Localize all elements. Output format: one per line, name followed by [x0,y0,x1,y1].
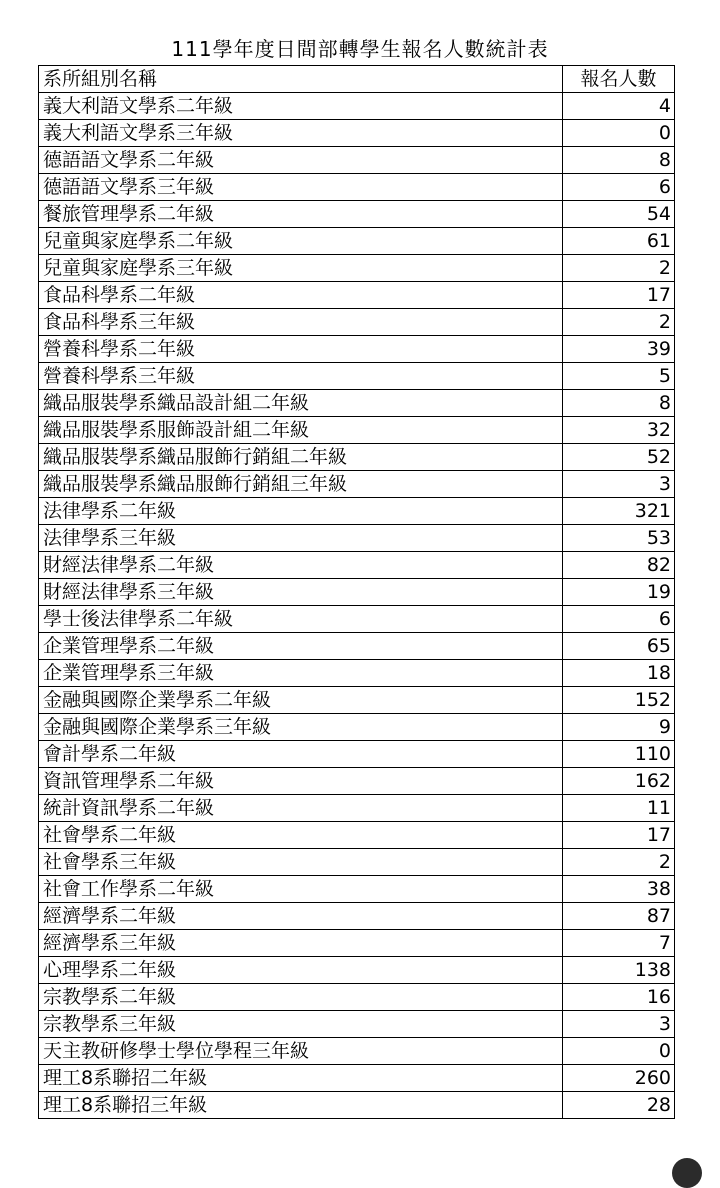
table-row [39,228,675,255]
applicant-count-cell: 19 [563,579,675,606]
applicant-count-cell: 6 [563,606,675,633]
department-name-cell: 資訊管理學系二年級 [39,768,563,795]
applicant-count-cell: 152 [563,687,675,714]
department-name-cell: 金融與國際企業學系二年級 [39,687,563,714]
department-name-cell: 社會學系二年級 [39,822,563,849]
table-row [39,903,675,930]
table-row [39,768,675,795]
table-row [39,498,675,525]
table-row [39,579,675,606]
department-name-cell: 義大利語文學系二年級 [39,93,563,120]
table-row [39,174,675,201]
applicant-count-cell: 38 [563,876,675,903]
applicant-count-cell: 4 [563,93,675,120]
table-row [39,1011,675,1038]
department-name-cell: 法律學系二年級 [39,498,563,525]
applicant-count-cell: 0 [563,120,675,147]
department-name-cell: 德語語文學系三年級 [39,174,563,201]
table-row [39,822,675,849]
table-row [39,714,675,741]
applicant-count-cell: 6 [563,174,675,201]
applicant-count-cell: 32 [563,417,675,444]
table-row [39,876,675,903]
applicant-count-cell: 260 [563,1065,675,1092]
department-name-cell: 法律學系三年級 [39,525,563,552]
applicant-count-cell: 3 [563,1011,675,1038]
table-row [39,390,675,417]
table-row [39,795,675,822]
applicant-count-cell: 17 [563,822,675,849]
applicant-count-cell: 9 [563,714,675,741]
applicant-count-cell: 39 [563,336,675,363]
department-name-cell: 統計資訊學系二年級 [39,795,563,822]
applicant-count-cell: 82 [563,552,675,579]
table-row [39,552,675,579]
department-name-cell: 營養科學系二年級 [39,336,563,363]
applicant-count-cell: 65 [563,633,675,660]
department-name-cell: 社會工作學系二年級 [39,876,563,903]
applicant-count-cell: 5 [563,363,675,390]
department-name-cell: 企業管理學系二年級 [39,633,563,660]
applicant-count-cell: 18 [563,660,675,687]
table-row [39,201,675,228]
department-name-cell: 心理學系二年級 [39,957,563,984]
applicant-count-cell: 54 [563,201,675,228]
table-body [39,93,675,1119]
applicant-count-cell: 53 [563,525,675,552]
applicant-count-cell: 16 [563,984,675,1011]
applicant-count-cell: 0 [563,1038,675,1065]
applicant-count-cell: 61 [563,228,675,255]
applicant-count-cell: 3 [563,471,675,498]
circle-button-icon[interactable] [672,1158,702,1188]
department-name-cell: 金融與國際企業學系三年級 [39,714,563,741]
applicant-count-cell: 17 [563,282,675,309]
applicant-count-cell: 7 [563,930,675,957]
table-row [39,687,675,714]
table-row [39,606,675,633]
table-row [39,849,675,876]
department-name-cell: 織品服裝學系織品服飾行銷組二年級 [39,444,563,471]
applicant-count-cell: 11 [563,795,675,822]
table-row [39,930,675,957]
enrollment-stats-table [38,65,675,1119]
department-name-cell: 企業管理學系三年級 [39,660,563,687]
department-name-cell: 食品科學系三年級 [39,309,563,336]
table-header-row [39,66,675,93]
applicant-count-cell: 8 [563,390,675,417]
department-name-cell: 經濟學系三年級 [39,930,563,957]
department-name-cell: 織品服裝學系服飾設計組二年級 [39,417,563,444]
department-name-cell: 兒童與家庭學系三年級 [39,255,563,282]
department-name-cell: 營養科學系三年級 [39,363,563,390]
table-row [39,741,675,768]
applicant-count-cell: 28 [563,1092,675,1119]
department-name-cell: 宗教學系三年級 [39,1011,563,1038]
table-row [39,1038,675,1065]
applicant-count-cell: 52 [563,444,675,471]
table-row [39,1092,675,1119]
applicant-count-cell: 2 [563,849,675,876]
department-name-cell: 織品服裝學系織品設計組二年級 [39,390,563,417]
table-row [39,120,675,147]
department-name-cell: 財經法律學系二年級 [39,552,563,579]
table-row [39,282,675,309]
applicant-count-cell: 2 [563,255,675,282]
applicant-count-cell: 321 [563,498,675,525]
table-row [39,525,675,552]
department-name-cell: 學士後法律學系二年級 [39,606,563,633]
table-row [39,417,675,444]
department-name-cell: 社會學系三年級 [39,849,563,876]
department-name-cell: 宗教學系二年級 [39,984,563,1011]
table-row [39,957,675,984]
table-row [39,633,675,660]
department-name-cell: 理工8系聯招三年級 [39,1092,563,1119]
applicant-count-cell: 87 [563,903,675,930]
table-row [39,363,675,390]
applicant-count-cell: 8 [563,147,675,174]
department-name-cell: 義大利語文學系三年級 [39,120,563,147]
table-row [39,255,675,282]
applicant-count-cell: 2 [563,309,675,336]
department-name-cell: 會計學系二年級 [39,741,563,768]
column-header-count: 報名人數 [563,66,675,93]
applicant-count-cell: 110 [563,741,675,768]
applicant-count-cell: 138 [563,957,675,984]
applicant-count-cell: 162 [563,768,675,795]
table-row [39,147,675,174]
department-name-cell: 餐旅管理學系二年級 [39,201,563,228]
table-row [39,471,675,498]
department-name-cell: 織品服裝學系織品服飾行銷組三年級 [39,471,563,498]
table-row [39,336,675,363]
table-row [39,984,675,1011]
department-name-cell: 兒童與家庭學系二年級 [39,228,563,255]
table-row [39,309,675,336]
department-name-cell: 理工8系聯招二年級 [39,1065,563,1092]
table-row [39,660,675,687]
table-row [39,1065,675,1092]
department-name-cell: 財經法律學系三年級 [39,579,563,606]
department-name-cell: 食品科學系二年級 [39,282,563,309]
page-title: 111學年度日間部轉學生報名人數統計表 [171,37,549,61]
table-row [39,444,675,471]
column-header-name: 系所組別名稱 [39,66,563,93]
table-row [39,93,675,120]
department-name-cell: 德語語文學系二年級 [39,147,563,174]
department-name-cell: 天主教研修學士學位學程三年級 [39,1038,563,1065]
department-name-cell: 經濟學系二年級 [39,903,563,930]
